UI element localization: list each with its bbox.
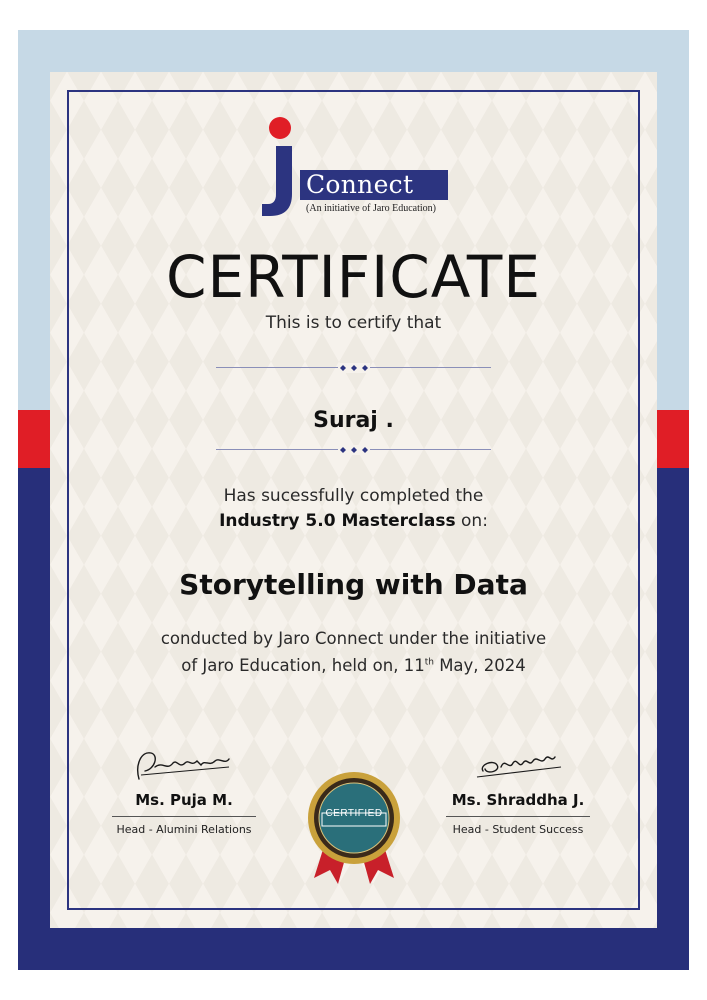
logo-tagline: (An initiative of Jaro Education) <box>306 203 436 214</box>
divider-bottom <box>216 444 491 456</box>
held-suffix: May, 2024 <box>439 656 526 675</box>
program-suffix: on: <box>461 511 488 531</box>
logo-word: Connect <box>300 170 448 200</box>
certified-seal <box>304 768 404 886</box>
divider-dots-icon <box>338 363 370 373</box>
signatory-right-name: Ms. Shraddha J. <box>451 791 585 809</box>
recipient-name: Suraj . <box>313 408 394 433</box>
certify-intro: This is to certify that <box>265 313 442 333</box>
held-ordinal: th <box>424 657 434 668</box>
program-line <box>67 511 640 531</box>
signature-right-image <box>463 745 573 785</box>
signatory-left-role: Head - Alumini Relations <box>116 823 252 836</box>
seal-label: CERTIFIED <box>325 808 383 819</box>
signature-left-image <box>129 745 239 785</box>
program-name: Industry 5.0 Masterclass <box>219 511 456 531</box>
signatory-left <box>104 745 264 836</box>
course-title: Storytelling with Data <box>179 568 528 601</box>
signatory-left-name: Ms. Puja M. <box>135 791 233 809</box>
divider-top <box>216 362 491 374</box>
signatory-right <box>438 745 598 836</box>
seal-badge-icon <box>304 768 404 886</box>
held-prefix: of Jaro Education, held on, 11 <box>181 656 425 675</box>
signatory-right-role: Head - Student Success <box>452 823 584 836</box>
completion-line: Has sucessfully completed the <box>223 486 484 506</box>
jconnect-logo <box>262 116 452 220</box>
held-line <box>67 656 640 675</box>
divider-dots-icon <box>338 445 370 455</box>
conducted-line: conducted by Jaro Connect under the initiative <box>160 629 547 648</box>
certificate-title: CERTIFICATE <box>166 243 541 311</box>
